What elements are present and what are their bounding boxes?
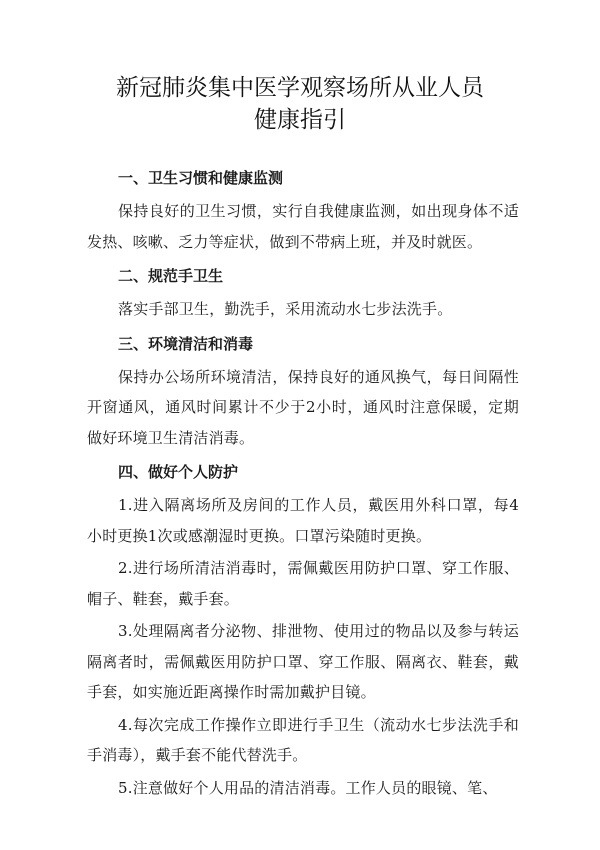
document-body [87, 159, 519, 803]
section-paragraph: 保持良好的卫生习惯，实行自我健康监测，如出现身体不适发热、咳嗽、乏力等症状，做到不带病上班，并及时就医。 [87, 202, 519, 251]
document-title [0, 72, 600, 136]
title-line-1: 新冠肺炎集中医学观察场所从业人员 [116, 75, 484, 101]
section-paragraph: 落实手部卫生，勤洗手，采用流动水七步法洗手。 [118, 300, 453, 318]
title-line-2: 健康指引 [254, 107, 346, 133]
list-item: 2.进行场所清洁消毒时，需佩戴医用防护口罩、穿工作服、帽子、鞋套，戴手套。 [87, 559, 519, 608]
section-heading-hand-hygiene: 二、规范手卫生 [118, 267, 224, 285]
section-heading-protection: 四、做好个人防护 [118, 463, 239, 481]
section-heading-cleaning: 三、环境清洁和消毒 [118, 334, 254, 353]
list-item: 4.每次完成工作操作立即进行手卫生（流动水七步法洗手和手消毒），戴手套不能代替洗手。 [87, 715, 519, 764]
section-heading-hygiene: 一、卫生习惯和健康监测 [118, 169, 284, 187]
list-item: 5.注意做好个人用品的清洁消毒。工作人员的眼镜、笔、 [118, 778, 498, 797]
list-item: 3.处理隔离者分泌物、排泄物、使用过的物品以及参与转运隔离者时，需佩戴医用防护口罩、穿工作服、隔离衣、鞋套，戴手套，如实施近距离操作时需加戴护目镜。 [87, 622, 519, 701]
list-item: 1.进入隔离场所及房间的工作人员，戴医用外科口罩，每4小时更换1次或感潮湿时更换。口罩污染随时更换。 [87, 496, 519, 545]
section-paragraph: 保持办公场所环境清洁，保持良好的通风换气，每日间隔性开窗通风，通风时间累计不少于2小时，通风时注意保暖，定期做好环境卫生清洁消毒。 [87, 367, 519, 447]
